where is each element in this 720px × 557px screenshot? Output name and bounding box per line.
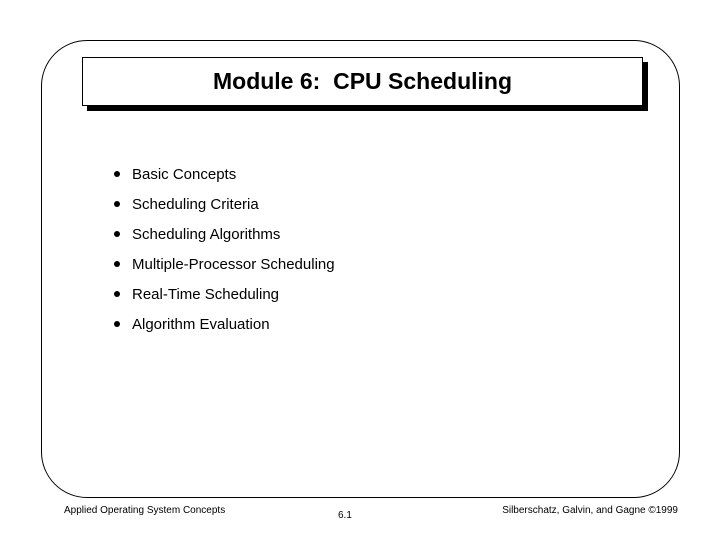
bullet-list (114, 159, 335, 339)
footer-page-number: 6.1 (338, 510, 352, 521)
list-item (114, 309, 335, 339)
bullet-label: Algorithm Evaluation (132, 315, 270, 333)
bullet-icon (114, 231, 120, 237)
footer-course-name: Applied Operating System Concepts (64, 505, 226, 516)
bullet-label: Scheduling Criteria (132, 195, 259, 213)
bullet-icon (114, 321, 120, 327)
list-item (114, 219, 335, 249)
bullet-label: Basic Concepts (132, 165, 237, 183)
title-box (82, 57, 643, 106)
bullet-label: Multiple-Processor Scheduling (132, 255, 335, 273)
bullet-label: Real-Time Scheduling (132, 285, 280, 303)
list-item (114, 159, 335, 189)
bullet-icon (114, 171, 120, 177)
bullet-icon (114, 201, 120, 207)
footer-copyright: Silberschatz, Galvin, and Gagne ©1999 (502, 505, 678, 516)
list-item (114, 279, 335, 309)
bullet-icon (114, 261, 120, 267)
list-item (114, 249, 335, 279)
bullet-icon (114, 291, 120, 297)
slide-title: Module 6: CPU Scheduling (212, 68, 512, 94)
bullet-label: Scheduling Algorithms (132, 225, 281, 243)
list-item (114, 189, 335, 219)
